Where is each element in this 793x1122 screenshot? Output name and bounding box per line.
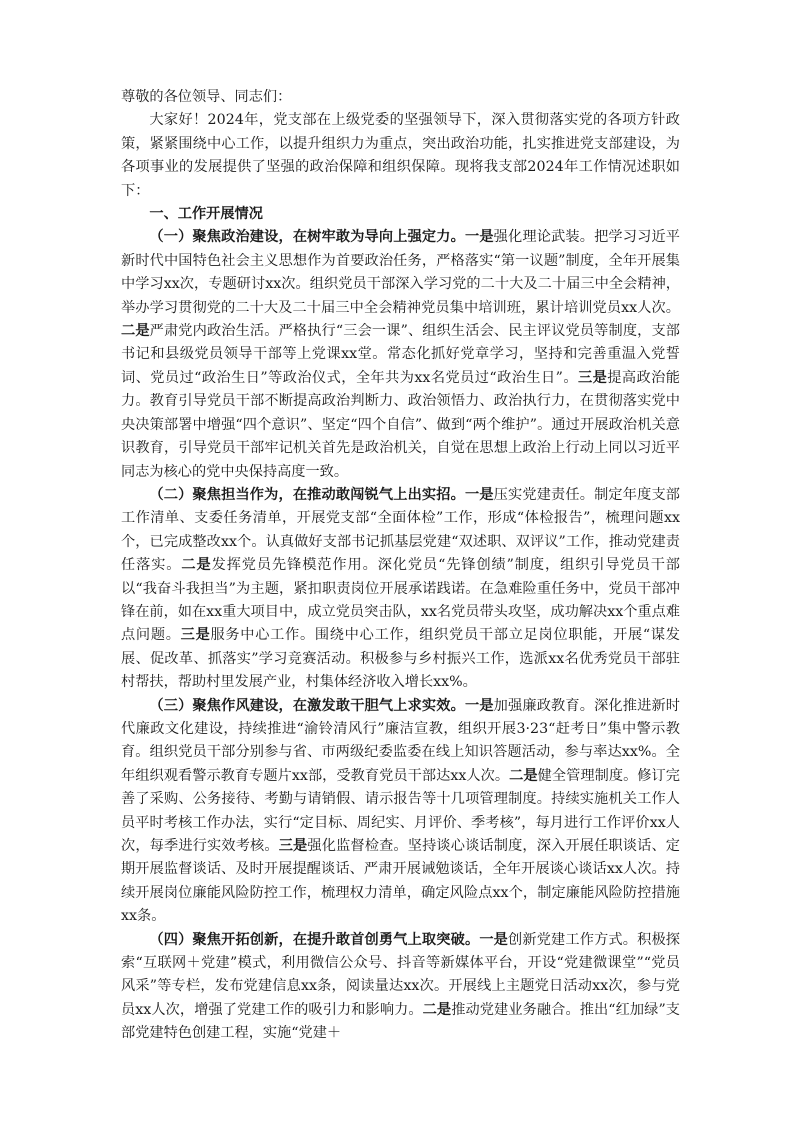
ordinal-marker: 一是: [464, 697, 494, 714]
intro-paragraph: 大家好！2024年，党支部在上级党委的坚强领导下，深入贯彻落实党的各项方针政策，紧紧围绕中心工作，以提升组织力为重点，突出政治功能，扎实推进党支部建设，为各项事业的发展提供了坚强的政治保障和组织保障。现将我支部2024年工作情况述职如下：: [121, 112, 680, 199]
paragraph-work-style: [121, 695, 680, 929]
ordinal-marker: 一是: [479, 931, 509, 948]
paragraph-text: 健全管理制度。修订完善了采购、公务接待、考勤与请销假、请示报告等十几项管理制度。持续实施机关工作人员平时考核工作办法，实行“定目标、周纪实、月评价、季考核”，每月进行工作评价xx人次，每季进行实效考核。: [121, 767, 680, 854]
ordinal-marker: 三是: [577, 369, 608, 386]
section-heading: 一、工作开展情况: [149, 206, 263, 223]
paragraph-innovation: [121, 929, 680, 1046]
paragraph-lead: （四）聚焦开拓创新，在提升敢首创勇气上取突破。: [149, 931, 480, 948]
paragraph-text: 强化监督检查。坚持谈心谈话制度，深入开展任职谈话、定期开展监督谈话、及时开展提醒谈话、严肃开展诫勉谈话，全年开展谈心谈话xx人次。持续开展岗位廉能风险防控工作，梳理权力清单，确定风险点xx个，制定廉能风险防控措施xx条。: [121, 838, 680, 925]
salutation: 尊敬的各位领导、同志们：: [121, 89, 292, 105]
paragraph-text: 发挥党员先锋模范作用。深化党员“先锋创绩”制度，组织引导党员干部以“我奋斗我担当”为主题，紧扣职责岗位开展承诺践诺。在急难险重任务中，党员干部冲锋在前，如在xx重大项目中，成立党员突击队，xx名党员带头攻坚，成功解决xx个重点难点问题。: [121, 557, 680, 644]
ordinal-marker: 二是: [181, 557, 212, 574]
ordinal-marker: 三是: [180, 627, 211, 644]
paragraph-text: 强化理论武装。把学习习近平新时代中国特色社会主义思想作为首要政治任务，严格落实“第一议题”制度，全年开展集中学习xx次，专题研讨xx次。组织党员干部深入学习党的二十大及二十届三中全会精神，举办学习贯彻党的二十大及二十届三中全会精神党员集中培训班，累计培训党员xx人次。: [121, 229, 680, 316]
paragraph-political-building: [121, 226, 680, 483]
paragraph-text: 压实党建责任。制定年度支部工作清单、支委任务清单，开展党支部“全面体检”工作，形成“体检报告”，梳理问题xx个，已完成整改xx个。认真做好支部书记抓基层党建“双述职、双评议”工作，推动党建责任落实。: [121, 486, 680, 574]
paragraph-lead: （二）聚焦担当作为，在推动敢闯锐气上出实招。: [149, 486, 465, 503]
paragraph-lead: （一）聚焦政治建设，在树牢敢为导向上强定力。: [149, 229, 465, 246]
ordinal-marker: 二是: [121, 323, 150, 340]
paragraph-text: 加强廉政教育。深化推进新时代廉政文化建设，持续推进“渝铃清风行”廉洁宣教，组织开展3·23“赶考日”集中警示教育。组织党员干部分别参与省、市两级纪委监委在线上知识答题活动，参与率达xx%。全年组织观看警示教育专题片xx部，受教育党员干部达xx人次。: [121, 697, 680, 784]
ordinal-marker: 二是: [422, 1001, 452, 1018]
ordinal-marker: 三是: [278, 838, 308, 854]
ordinal-marker: 二是: [509, 767, 538, 784]
ordinal-marker: 一是: [464, 486, 494, 503]
paragraph-lead: （三）聚焦作风建设，在激发敢干胆气上求实效。: [149, 697, 465, 714]
ordinal-marker: 一是: [464, 229, 494, 246]
paragraph-text: 服务中心工作。围绕中心工作，组织党员干部立足岗位职能，开展“谋发展、促改革、抓落实”学习竞赛活动。积极参与乡村振兴工作，选派xx名优秀党员干部驻村帮扶，帮助村里发展产业，村集体经济收入增长xx%。: [121, 627, 680, 691]
paragraph-responsibility: [121, 484, 680, 695]
paragraph-text: 创新党建工作方式。积极探索“互联网＋党建”模式，利用微信公众号、抖音等新媒体平台，开设“党建微课堂”“党员风采”等专栏，发布党建信息xx条，阅读量达xx次。开展线上主题党日活动xx次，参与党员xx人次，增强了党建工作的吸引力和影响力。: [121, 931, 680, 1018]
paragraph-text: 严肃党内政治生活。严格执行“三会一课”、组织生活会、民主评议党员等制度，支部书记和县级党员领导干部等上党课xx堂。常态化抓好党章学习，坚持和完善重温入党誓词、党员过“政治生日”等政治仪式，全年共为xx名党员过“政治生日”。: [121, 323, 680, 386]
paragraph-text: 推动党建业务融合。推出“红加绿”支部党建特色创建工程，实施“党建＋: [121, 1001, 680, 1042]
paragraph-text: 提高政治能力。教育引导党员干部不断提高政治判断力、政治领悟力、政治执行力，在贯彻落实党中央决策部署中增强“四个意识”、坚定“四个自信”、做到“两个维护”。通过开展政治机关意识教育，引导党员干部牢记机关首先是政治机关，自觉在思想上政治上行动上同以习近平同志为核心的党中央保持高度一致。: [121, 369, 680, 480]
